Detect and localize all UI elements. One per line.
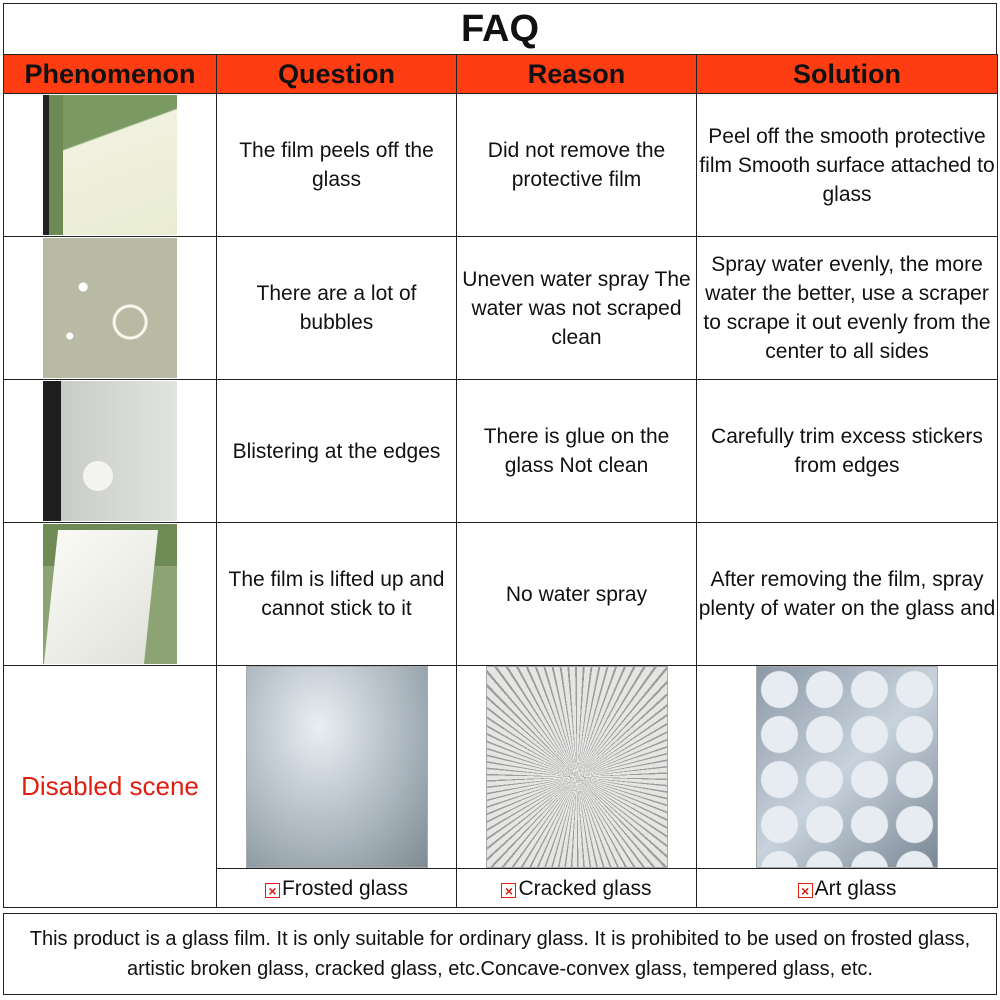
art-glass-image	[697, 666, 998, 869]
solution-cell: Carefully trim excess stickers from edges	[697, 380, 998, 523]
cross-icon: ×	[798, 883, 813, 898]
frosted-glass-image	[217, 666, 457, 869]
reason-cell: Did not remove the protective film	[457, 94, 697, 237]
reason-cell: No water spray	[457, 523, 697, 666]
reason-cell: Uneven water spray The water was not scraped clean	[457, 237, 697, 380]
phenomenon-image	[4, 380, 217, 523]
faq-table	[3, 54, 998, 908]
question-cell: There are a lot of bubbles	[217, 237, 457, 380]
header-reason: Reason	[457, 55, 697, 94]
solution-cell: Peel off the smooth protective film Smooth surface attached to glass	[697, 94, 998, 237]
table-row	[4, 523, 998, 666]
question-cell: The film peels off the glass	[217, 94, 457, 237]
phenomenon-image	[4, 523, 217, 666]
header-row	[4, 55, 998, 94]
frosted-glass-caption: × Frosted glass	[217, 869, 457, 908]
disabled-scene-row	[4, 666, 998, 869]
cracked-glass-caption: × Cracked glass	[457, 869, 697, 908]
header-solution: Solution	[697, 55, 998, 94]
cracked-glass-image	[457, 666, 697, 869]
cross-icon: ×	[265, 883, 280, 898]
header-question: Question	[217, 55, 457, 94]
solution-cell: Spray water evenly, the more water the better, use a scraper to scrape it out evenly from the center to all sides	[697, 237, 998, 380]
cross-icon: ×	[501, 883, 516, 898]
usage-note: This product is a glass film. It is only suitable for ordinary glass. It is prohibited to be used on frosted glass, artistic broken glass, cracked glass, etc.Concave-convex glass, tempered glass, etc.	[3, 913, 997, 995]
reason-cell: There is glue on the glass Not clean	[457, 380, 697, 523]
page-title: FAQ	[3, 3, 997, 55]
table-row	[4, 94, 998, 237]
art-glass-caption: × Art glass	[697, 869, 998, 908]
disabled-scene-label: Disabled scene	[4, 666, 217, 908]
header-phenomenon: Phenomenon	[4, 55, 217, 94]
question-cell: The film is lifted up and cannot stick to it	[217, 523, 457, 666]
phenomenon-image	[4, 94, 217, 237]
question-cell: Blistering at the edges	[217, 380, 457, 523]
table-row	[4, 237, 998, 380]
phenomenon-image	[4, 237, 217, 380]
table-row	[4, 380, 998, 523]
solution-cell: After removing the film, spray plenty of water on the glass and	[697, 523, 998, 666]
